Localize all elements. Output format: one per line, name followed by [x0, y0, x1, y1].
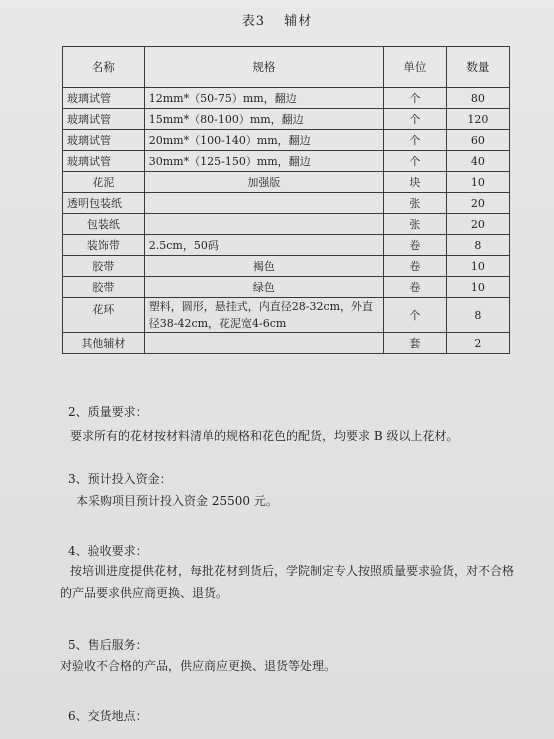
table-row — [63, 88, 510, 109]
cell-qty: 20 — [446, 193, 509, 214]
cell-qty: 10 — [446, 256, 509, 277]
delivery-heading: 6、交货地点： — [68, 709, 148, 723]
cell-spec: 2.5cm，50码 — [144, 235, 383, 256]
cell-name: 玻璃试管 — [63, 109, 145, 130]
cell-spec — [144, 193, 383, 214]
cell-qty: 10 — [446, 277, 509, 298]
cell-name: 玻璃试管 — [63, 151, 145, 172]
table-title: 表3 辅材 — [241, 14, 313, 29]
cell-qty: 80 — [446, 88, 509, 109]
cell-spec: 15mm*（80-100）mm，翻边 — [144, 109, 383, 130]
cell-unit: 个 — [383, 130, 446, 151]
cell-unit: 个 — [383, 298, 446, 333]
cell-unit: 张 — [383, 214, 446, 235]
budget-heading: 3、预计投入资金： — [68, 472, 172, 486]
cell-spec: 30mm*（125-150）mm，翻边 — [144, 151, 383, 172]
cell-spec: 12mm*（50-75）mm，翻边 — [144, 88, 383, 109]
table-row — [63, 256, 510, 277]
cell-unit: 卷 — [383, 256, 446, 277]
cell-spec: 20mm*（100-140）mm，翻边 — [144, 130, 383, 151]
cell-name: 胶带 — [63, 277, 145, 298]
cell-qty: 8 — [446, 235, 509, 256]
cell-spec: 加强版 — [144, 172, 383, 193]
quality-text: 要求所有的花材按材料清单的规格和花色的配货，均要求 B 级以上花材。 — [70, 429, 459, 443]
cell-spec — [144, 333, 383, 354]
aftersales-heading: 5、售后服务： — [68, 638, 148, 652]
materials-table — [62, 46, 510, 354]
cell-spec: 褐色 — [144, 256, 383, 277]
cell-unit: 卷 — [383, 235, 446, 256]
cell-name: 其他辅材 — [63, 333, 145, 354]
table-row — [63, 214, 510, 235]
cell-name: 胶带 — [63, 256, 145, 277]
table-header-row — [63, 47, 510, 88]
cell-unit: 个 — [383, 151, 446, 172]
quality-heading: 2、质量要求： — [68, 405, 148, 419]
cell-qty: 20 — [446, 214, 509, 235]
cell-unit: 张 — [383, 193, 446, 214]
table-row — [63, 298, 510, 333]
cell-name: 花环 — [63, 298, 145, 333]
header-unit: 单位 — [383, 47, 446, 88]
cell-unit: 个 — [383, 88, 446, 109]
cell-name: 玻璃试管 — [63, 130, 145, 151]
table-row — [63, 193, 510, 214]
cell-qty: 2 — [446, 333, 509, 354]
cell-unit: 块 — [383, 172, 446, 193]
table-row — [63, 130, 510, 151]
cell-qty: 120 — [446, 109, 509, 130]
header-spec: 规格 — [144, 47, 383, 88]
cell-name: 透明包装纸 — [63, 193, 145, 214]
table-row — [63, 333, 510, 354]
budget-text: 本采购项目预计投入资金 25500 元。 — [76, 494, 278, 508]
table-row — [63, 172, 510, 193]
cell-name: 装饰带 — [63, 235, 145, 256]
cell-qty: 10 — [446, 172, 509, 193]
acceptance-heading: 4、验收要求： — [68, 544, 148, 558]
acceptance-text: 按培训进度提供花材，每批花材到货后，学院制定专人按照质量要求验货，对不合格的产品要求供应商更换、退货。 — [60, 564, 515, 600]
cell-name: 花泥 — [63, 172, 145, 193]
cell-name: 玻璃试管 — [63, 88, 145, 109]
cell-spec: 绿色 — [144, 277, 383, 298]
table-row — [63, 277, 510, 298]
cell-qty: 40 — [446, 151, 509, 172]
table-row — [63, 151, 510, 172]
table-row — [63, 235, 510, 256]
cell-unit: 卷 — [383, 277, 446, 298]
header-name: 名称 — [63, 47, 145, 88]
cell-spec: 塑料，圆形，悬挂式，内直径28-32cm，外直径38-42cm，花泥宽4-6cm — [144, 298, 383, 333]
cell-spec — [144, 214, 383, 235]
cell-unit: 套 — [383, 333, 446, 354]
cell-qty: 60 — [446, 130, 509, 151]
header-qty: 数量 — [446, 47, 509, 88]
aftersales-text: 对验收不合格的产品，供应商应更换、退货等处理。 — [60, 659, 337, 673]
cell-qty: 8 — [446, 298, 509, 333]
table-row — [63, 109, 510, 130]
cell-unit: 个 — [383, 109, 446, 130]
cell-name: 包装纸 — [63, 214, 145, 235]
